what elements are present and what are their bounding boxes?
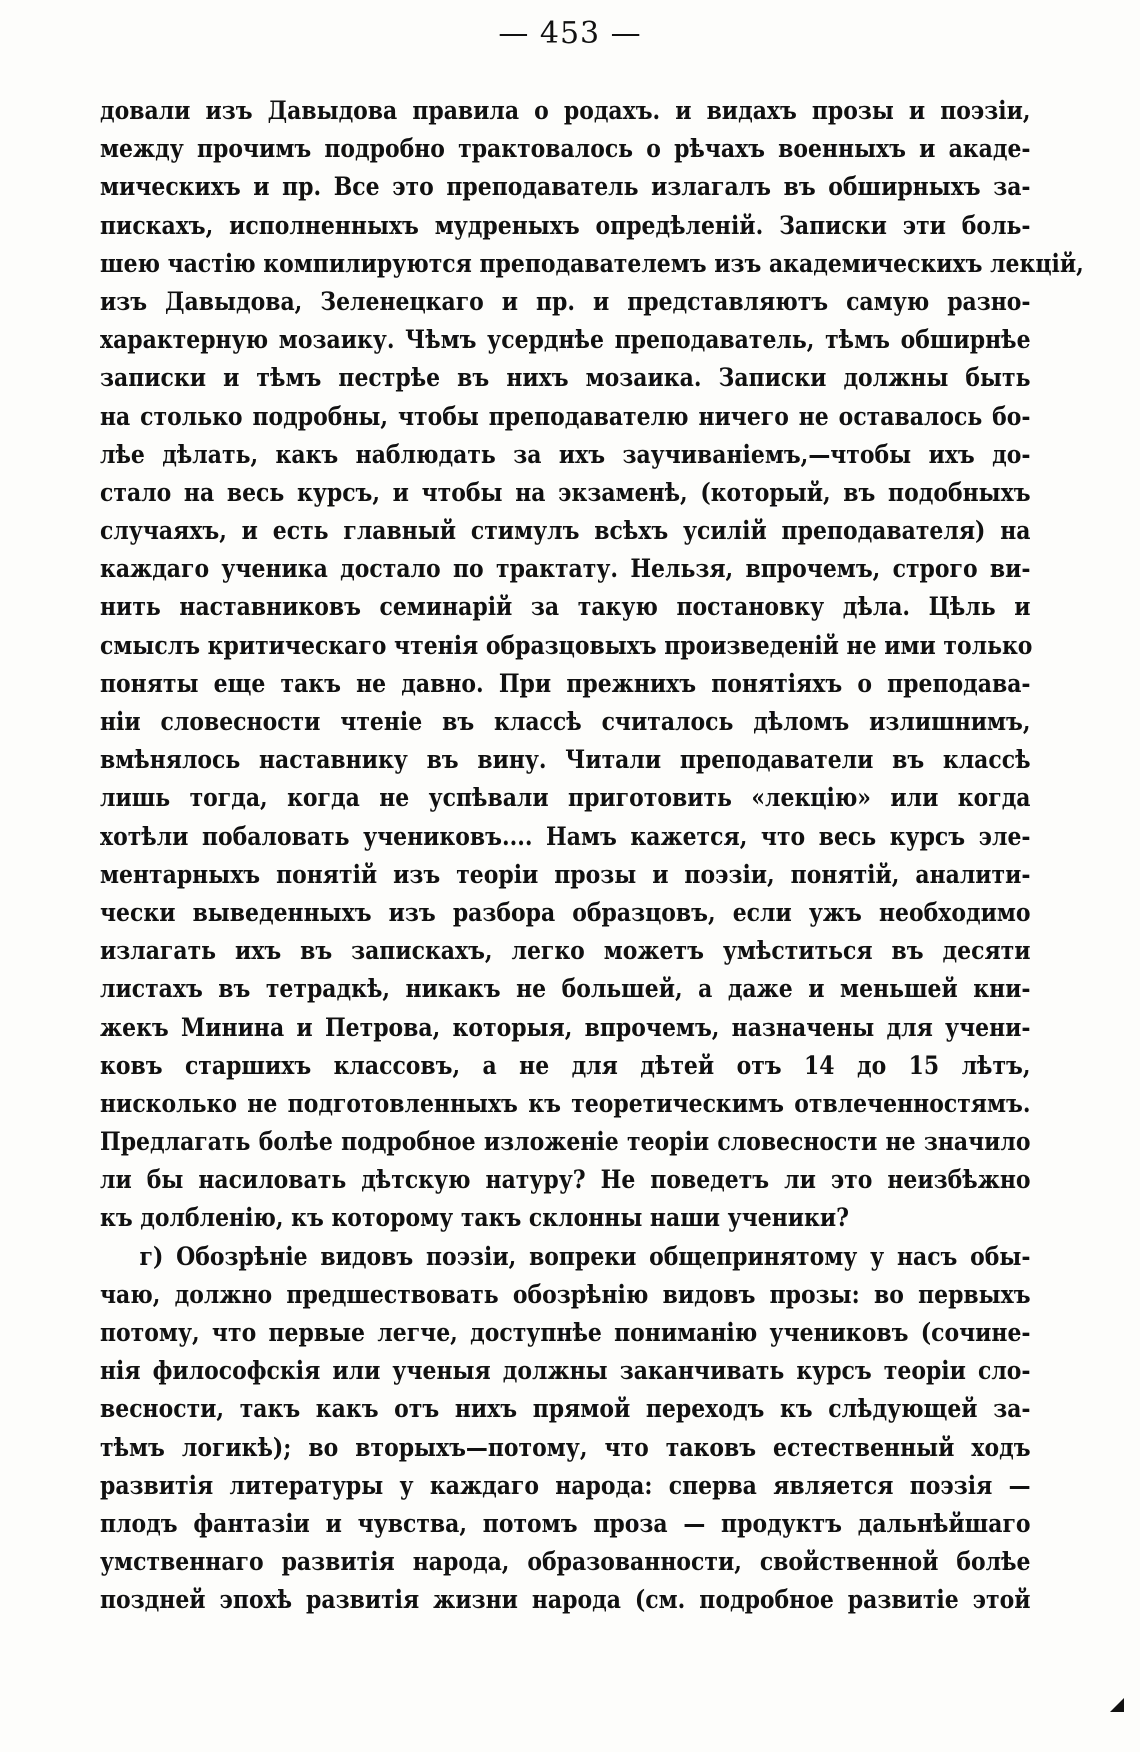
text-line: листахъ въ тетрадкѣ, никакъ не большей, а даже и меньшей кни- [100,974,1031,1005]
text-line: ли бы насиловать дѣтскую натуру? Не поведетъ ли это неизбѣжно [100,1165,1031,1196]
page-corner-mark [1110,1698,1124,1712]
text-line: смыслъ критическаго чтенія образцовыхъ произведеній не ими только [100,630,1033,661]
text-line: мическихъ и пр. Все это преподаватель излагалъ въ обширныхъ за- [100,172,1031,203]
text-line: характерную мозаику. Чѣмъ усерднѣе преподаватель, тѣмъ обширнѣе [100,325,1031,356]
text-line: хотѣли побаловать учениковъ.... Намъ кажется, что весь курсъ эле- [100,821,1031,852]
text-line: нисколько не подготовленныхъ къ теоретическимъ отвлеченностямъ. [100,1088,1031,1119]
text-line: на столько подробны, чтобы преподавателю ничего не оставалось бо- [100,401,1031,432]
text-line: записки и тѣмъ пестрѣе въ нихъ мозаика. Записки должны быть [100,363,1031,394]
text-line: потому, что первые легче, доступнѣе пониманію учениковъ (сочине- [100,1318,1031,1348]
text-line: жекъ Минина и Петрова, которыя, впрочемъ, назначены для учени- [100,1012,1031,1043]
text-line: стало на весь курсъ, и чтобы на экзаменѣ, (который, въ подобныхъ [100,477,1031,508]
text-line: шею частію компилируются преподавателемъ изъ академическихъ лекцій, [100,248,1084,279]
text-line: изъ Давыдова, Зеленецкаго и пр. и представляютъ самую разно- [100,286,1031,317]
text-line: каждаго ученика достало по трактату. Нельзя, впрочемъ, строго ви- [100,554,1031,585]
text-line: вмѣнялось наставнику въ вину. Читали преподаватели въ классѣ [100,745,1031,776]
text-line: чаю, должно предшествовать обозрѣнію видовъ прозы: во первыхъ [100,1279,1031,1310]
body-text [100,92,1084,1620]
text-line: пискахъ, исполненныхъ мудреныхъ опредѣленій. Записки эти боль- [100,210,1031,241]
text-line: поняты еще такъ не давно. При прежнихъ понятіяхъ о преподава- [100,668,1031,699]
paragraph-end-line: къ долбленію, къ которому такъ склонны наши ученики? [100,1203,849,1234]
text-line: умственнаго развитія народа, образованности, свойственной болѣе [100,1547,1031,1578]
text-line: излагать ихъ въ запискахъ, легко можетъ умѣститься въ десяти [100,936,1031,967]
text-line: довали изъ Давыдова правила о родахъ. и видахъ прозы и поэзіи, [100,96,1031,126]
paragraph-start-line: г) Обозрѣніе видовъ поэзіи, вопреки общепринятому у насъ обы- [139,1241,1031,1272]
text-line: плодъ фантазіи и чувства, потомъ проза — продуктъ дальнѣйшаго [100,1508,1031,1539]
text-line: между прочимъ подробно трактовалось о рѣчахъ военныхъ и акаде- [100,134,1031,165]
text-line: лишь тогда, когда не успѣвали приготовить «лекцію» или когда [100,783,1031,814]
text-line: ніи словесности чтеніе въ классѣ считалось дѣломъ излишнимъ, [100,707,1031,737]
page-number: — 453 — [498,16,642,51]
text-line: тѣмъ логикѣ); во вторыхъ—потому, что таковъ естественный ходъ [100,1432,1031,1463]
text-line: весности, такъ какъ отъ нихъ прямой переходъ къ слѣдующей за- [100,1394,1031,1425]
text-line: ковъ старшихъ классовъ, а не для дѣтей отъ 14 до 15 лѣтъ, [100,1050,1031,1081]
text-line: лѣе дѣлать, какъ наблюдать за ихъ заучиваніемъ,—чтобы ихъ до- [100,439,1031,470]
text-line: ментарныхъ понятій изъ теоріи прозы и поэзіи, понятій, аналити- [100,859,1031,890]
text-line: чески выведенныхъ изъ разбора образцовъ, если ужъ необходимо [100,897,1031,928]
text-line: случаяхъ, и есть главный стимулъ всѣхъ усилій преподавателя) на [100,516,1031,547]
text-line: развитія литературы у каждаго народа: сперва является поэзія — [100,1470,1031,1501]
text-line: нить наставниковъ семинарій за такую постановку дѣла. Цѣль и [100,592,1031,623]
text-line: Предлагать болѣе подробное изложеніе теоріи словесности не значило [100,1127,1031,1158]
text-line: поздней эпохѣ развитія жизни народа (см. подробное развитіе этой [100,1585,1031,1616]
text-line: нія философскія или ученыя должны заканчивать курсъ теоріи сло- [100,1356,1031,1387]
